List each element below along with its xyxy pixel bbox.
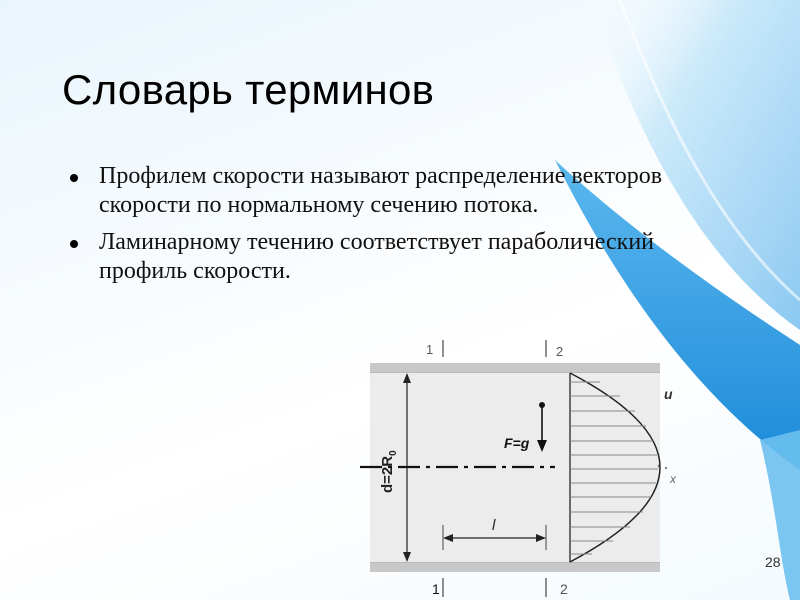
bullet-item xyxy=(68,228,708,286)
pipe-wall-bottom xyxy=(370,562,660,572)
bullet-text: Ламинарному течению соответствует параболический профиль скорости. xyxy=(99,229,655,284)
swoosh-right-band xyxy=(760,430,800,600)
section-label-1-top: 1 xyxy=(426,342,434,357)
bullet-dot-icon xyxy=(70,174,78,182)
bullet-dot-icon xyxy=(70,240,78,248)
bullet-text: Профилем скорости называют распределение векторов скорости по нормальному сечению потока. xyxy=(99,163,663,218)
section-label-2-top: 2 xyxy=(556,344,564,359)
length-label: l xyxy=(492,517,496,534)
diameter-label: $d=2R_0$ xyxy=(379,450,399,493)
bullet-list xyxy=(68,162,708,294)
slide-title: Словарь терминов xyxy=(62,66,435,113)
section-label-1-bottom: 1 xyxy=(432,581,440,597)
axis-label: x xyxy=(670,472,676,486)
slide-number: 28 xyxy=(765,554,781,570)
velocity-label: u xyxy=(664,386,673,402)
section-label-2-bottom: 2 xyxy=(560,581,568,597)
pipe-flow-diagram xyxy=(350,335,700,600)
force-label: F=g xyxy=(504,435,530,451)
bullet-item xyxy=(68,162,708,220)
pipe-wall-top xyxy=(370,363,660,373)
